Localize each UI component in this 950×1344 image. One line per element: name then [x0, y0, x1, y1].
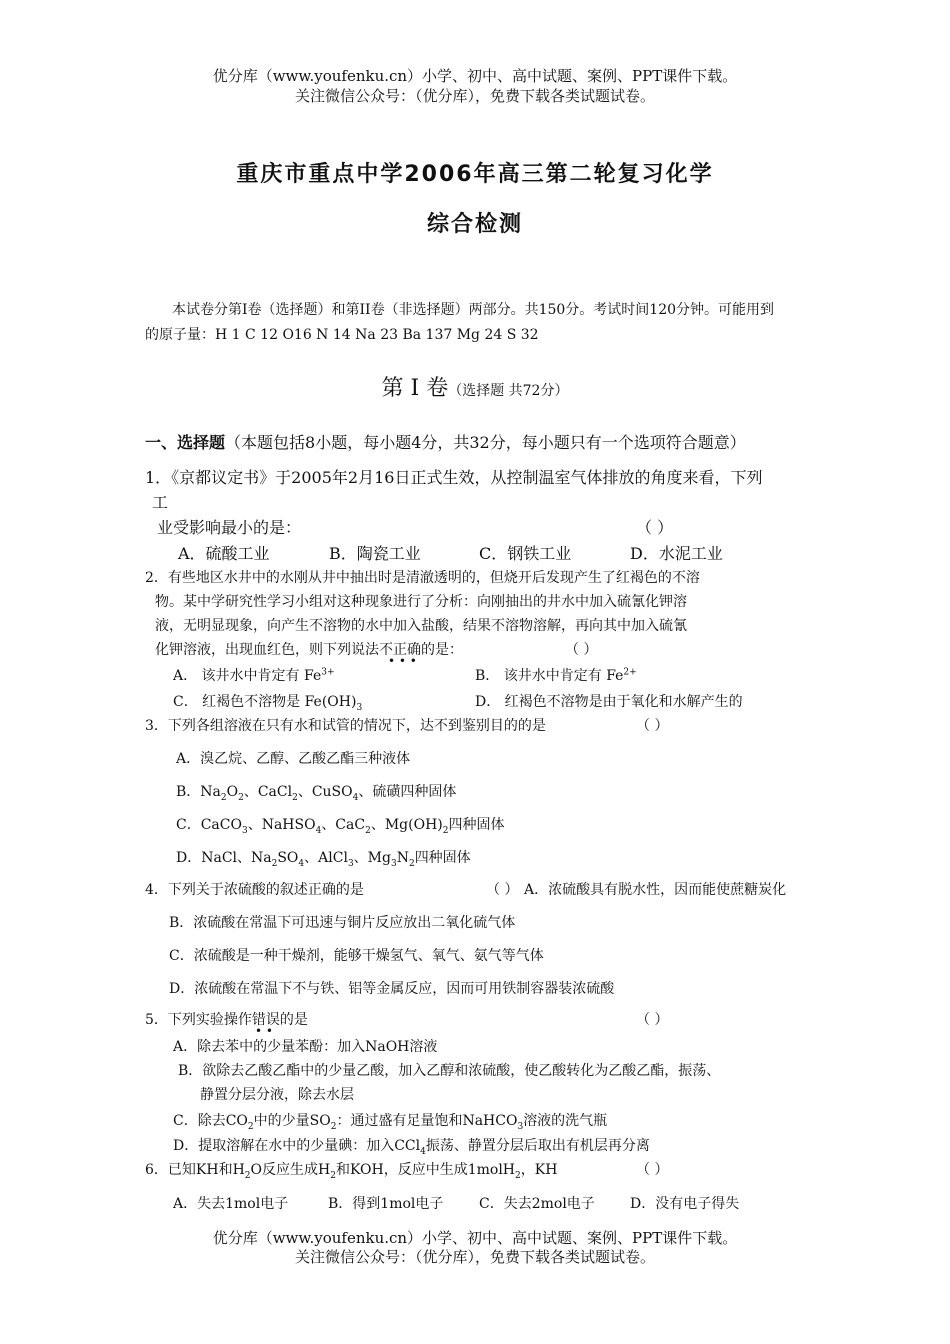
section-heading: 一、选择题（本题包括8小题，每小题4分，共32分，每小题只有一个选项符合题意）	[145, 433, 746, 452]
header-line-1: 优分库（www.youfenku.cn）小学、初中、高中试题、案例、PPT课件下载。	[212, 67, 738, 85]
q5-option-d: D．提取溶解在水中的少量碘：加入CCl$_4$振荡、静置分层后取出有机层再分离	[173, 1138, 650, 1157]
q2-option-a: A． 该井水中肯定有 $Fe^{3+}$	[173, 667, 335, 684]
q5-answer-paren: （ ）	[636, 1012, 669, 1028]
document-title: 重庆市重点中学2006年高三第二轮复习化学	[236, 162, 714, 187]
q5-stem: 5．下列实验操作错误的是	[145, 1012, 308, 1028]
volume-heading: 第 Ⅰ 卷（选择题 共72分）	[381, 376, 569, 401]
q5-option-b-line-1: B．欲除去乙酸乙酯中的少量乙酸，加入乙醇和浓硫酸，使乙酸转化为乙酸乙酯，振荡、	[178, 1063, 721, 1079]
q5-emphasis-dots: • •	[255, 1024, 273, 1038]
q3-option-b: B．$Na_2O_2$、CaCl$_2$、CuSO$_4$、硫磺四种固体	[176, 784, 457, 803]
q3-answer-paren: （ ）	[636, 718, 669, 734]
q1-answer-paren: （ ）	[636, 518, 674, 537]
q6-option-c: C．失去2mol电子	[479, 1196, 595, 1212]
q1-option-c: C．钢铁工业	[479, 544, 572, 563]
q2-option-b: B． 该井水中肯定有 $Fe^{2+}$	[475, 667, 637, 684]
q6-option-b: B．得到1mol电子	[328, 1196, 444, 1212]
q5-option-b-line-2: 静置分层分液，除去水层	[200, 1087, 354, 1103]
footer-line-1: 优分库（www.youfenku.cn）小学、初中、高中试题、案例、PPT课件下载。	[212, 1229, 738, 1247]
q6-option-a: A．失去1mol电子	[173, 1196, 289, 1212]
q2-stem-line-3: 液，无明显现象，向产生不溶物的水中加入盐酸，结果不溶物溶解，再向其中加入硫氰	[155, 618, 687, 634]
q2-stem-line-2: 物。某中学研究性学习小组对这种现象进行了分析：向刚抽出的井水中加入硫氰化钾溶	[155, 594, 687, 610]
intro-line-1: 本试卷分第Ⅰ卷（选择题）和第II卷（非选择题）两部分。共150分。考试时间120分钟。可能用到	[172, 302, 775, 318]
q3-option-d: D．NaCl、$Na_2SO_4$、AlCl$_3$、$Mg_3N_2$四种固体	[176, 850, 471, 869]
q2-stem-line-1: 2．有些地区水井中的水刚从井中抽出时是清澈透明的，但烧开后发现产生了红褐色的不溶	[145, 570, 700, 586]
footer-line-2: 关注微信公众号：（优分库），免费下载各类试题试卷。	[294, 1248, 655, 1266]
q4-option-b: B．浓硫酸在常温下可迅速与铜片反应放出二氧化硫气体	[169, 915, 516, 931]
q3-option-a: A．溴乙烷、乙醇、乙酸乙酯三种液体	[176, 751, 411, 767]
q3-option-c: C．CaCO$_3$、NaHSO$_4$、CaC$_2$、$Mg(OH)_2$四种固体	[176, 817, 505, 836]
header-line-2: 关注微信公众号：（优分库），免费下载各类试题试卷。	[294, 87, 655, 105]
q4-option-c: C．浓硫酸是一种干燥剂，能够干燥氢气、氧气、氨气等气体	[169, 948, 544, 964]
q1-option-d: D．水泥工业	[630, 544, 723, 563]
q1-stem-line-2: 工	[152, 493, 169, 512]
q2-option-c: C． 红褐色不溶物是 $Fe(OH)_3$	[173, 694, 363, 713]
q2-stem-line-4: 化钾溶液，出现血红色，则下列说法不正确的是：	[155, 642, 463, 658]
q4-answer-paren: （ ）	[486, 882, 519, 898]
q4-option-d: D．浓硫酸在常温下不与铁、铝等金属反应，因而可用铁制容器装浓硫酸	[169, 981, 615, 997]
q1-stem-line-3: 业受影响最小的是：	[157, 518, 302, 537]
q5-option-c: C．除去$CO_2$中的少量$SO_2$：通过盛有足量饱和NaHCO$_3$溶液的洗气瓶	[173, 1113, 608, 1132]
q6-answer-paren: （ ）	[636, 1162, 669, 1178]
q1-option-b: B．陶瓷工业	[329, 544, 421, 563]
intro-line-2: 的原子量：H 1 C 12 O16 N 14 Na 23 Ba 137 Mg 24 S 32	[145, 327, 539, 343]
q1-option-a: A．硫酸工业	[178, 544, 270, 563]
q6-option-d: D．没有电子得失	[630, 1196, 740, 1212]
q3-stem: 3．下列各组溶液在只有水和试管的情况下，达不到鉴别目的的是	[145, 718, 546, 734]
q6-stem: 6．已知KH和$H_2O$反应生成$H_2$和KOH，反应中生成1molH$_2$，KH	[145, 1162, 558, 1181]
document-subtitle: 综合检测	[426, 212, 523, 237]
q2-answer-paren: （ ）	[565, 642, 598, 658]
q5-option-a: A．除去苯中的少量苯酚：加入NaOH溶液	[173, 1039, 438, 1055]
q2-emphasis-dots: • • •	[388, 654, 417, 668]
q2-option-d: D． 红褐色不溶物是由于氧化和水解产生的	[475, 694, 743, 710]
q4-stem: 4．下列关于浓硫酸的叙述正确的是	[145, 882, 364, 898]
q1-stem-line-1: 1．《京都议定书》于2005年2月16日正式生效，从控制温室气体排放的角度来看，下列	[145, 468, 763, 487]
q4-option-a: A．浓硫酸具有脱水性，因而能使蔗糖炭化	[524, 882, 787, 898]
